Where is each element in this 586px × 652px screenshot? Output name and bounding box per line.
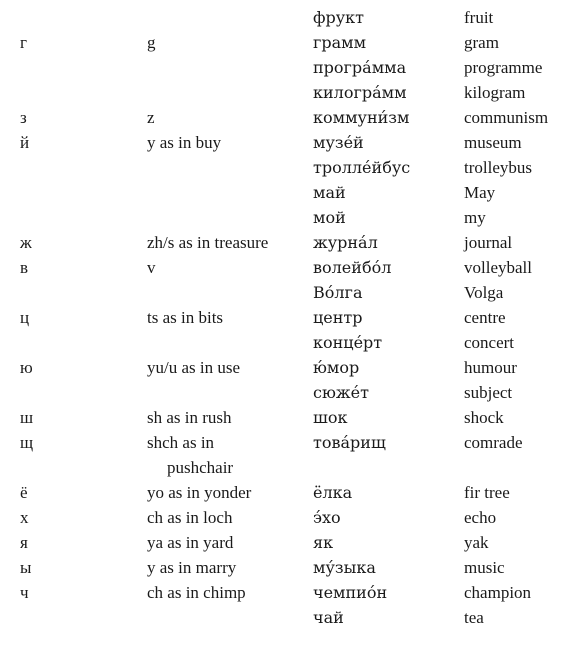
- translation: museum: [464, 133, 522, 152]
- table-row: [0, 83, 586, 108]
- sound-continuation: pushchair: [167, 458, 234, 477]
- russian-word: коммуни́зм: [313, 108, 410, 127]
- translation: shock: [464, 408, 504, 427]
- translation: journal: [464, 233, 513, 252]
- table-row: [0, 308, 586, 333]
- table-row: [0, 183, 586, 208]
- russian-word: шок: [313, 408, 348, 427]
- sound: yu/u as in use: [147, 358, 241, 377]
- table-row: [0, 508, 586, 533]
- table-row: [0, 433, 586, 458]
- letter: й: [20, 133, 30, 152]
- letter: ц: [20, 308, 30, 327]
- russian-word: тролле́йбус: [313, 158, 411, 177]
- russian-word: сюже́т: [313, 383, 369, 402]
- translation: Volga: [464, 283, 504, 302]
- table-row: [0, 108, 586, 133]
- russian-word: програ́мма: [313, 58, 407, 77]
- sound: y as in buy: [147, 133, 222, 152]
- table-row: [0, 158, 586, 183]
- sound: ts as in bits: [147, 308, 224, 327]
- table-row: [0, 258, 586, 283]
- russian-word: конце́рт: [313, 333, 383, 352]
- letter: в: [20, 258, 29, 277]
- translation: yak: [464, 533, 489, 552]
- russian-word: ю́мор: [313, 358, 360, 377]
- sound: v: [147, 258, 156, 277]
- letter: ы: [20, 558, 32, 577]
- translation: gram: [464, 33, 499, 52]
- translation: subject: [464, 383, 513, 402]
- table-row: [0, 383, 586, 408]
- letter: х: [20, 508, 29, 527]
- russian-word: чай: [313, 608, 344, 627]
- russian-word: як: [313, 533, 334, 552]
- translation: communism: [464, 108, 549, 127]
- table-row: [0, 8, 586, 33]
- russian-word: това́рищ: [313, 433, 386, 452]
- table-row: [0, 58, 586, 83]
- russian-word: чемпио́н: [313, 583, 388, 602]
- sound: yo as in yonder: [147, 483, 252, 502]
- table-row: [0, 33, 586, 58]
- translation: volleyball: [464, 258, 532, 277]
- letter: я: [20, 533, 28, 552]
- russian-word: журна́л: [313, 233, 378, 252]
- table-row: [0, 133, 586, 158]
- sound: shch as in: [147, 433, 215, 452]
- translation: my: [464, 208, 486, 227]
- sound: ch as in loch: [147, 508, 233, 527]
- russian-word: мой: [313, 208, 346, 227]
- russian-word: центр: [313, 308, 363, 327]
- translation: fir tree: [464, 483, 510, 502]
- letter: ж: [20, 233, 32, 252]
- translation: champion: [464, 583, 532, 602]
- sound: y as in marry: [147, 558, 237, 577]
- russian-word: ёлка: [313, 483, 353, 502]
- letter: ё: [20, 483, 28, 502]
- letter: ю: [20, 358, 33, 377]
- letter: з: [20, 108, 27, 127]
- translation: humour: [464, 358, 517, 377]
- table-row: [0, 333, 586, 358]
- letter: щ: [20, 433, 34, 452]
- table-row: [0, 533, 586, 558]
- table-row: [0, 283, 586, 308]
- translation: comrade: [464, 433, 523, 452]
- sound: zh/s as in treasure: [147, 233, 269, 252]
- table-row: [0, 233, 586, 258]
- letter: ш: [20, 408, 34, 427]
- translation: tea: [464, 608, 484, 627]
- translation: echo: [464, 508, 497, 527]
- sound: z: [147, 108, 155, 127]
- translation: May: [464, 183, 496, 202]
- translation: programme: [464, 58, 543, 77]
- table-row: [0, 558, 586, 583]
- sound: ya as in yard: [147, 533, 234, 552]
- sound: sh as in rush: [147, 408, 232, 427]
- sound: ch as in chimp: [147, 583, 246, 602]
- russian-word: май: [313, 183, 346, 202]
- translation: music: [464, 558, 505, 577]
- translation: trolleybus: [464, 158, 532, 177]
- table-row: [0, 583, 586, 608]
- translation: centre: [464, 308, 506, 327]
- translation: concert: [464, 333, 515, 352]
- russian-word: грамм: [313, 33, 367, 52]
- letter: г: [20, 33, 27, 52]
- translation: fruit: [464, 8, 494, 27]
- table-row: [0, 358, 586, 383]
- table-row: [0, 408, 586, 433]
- russian-word: музе́й: [313, 133, 364, 152]
- table-row: [0, 483, 586, 508]
- translation: kilogram: [464, 83, 526, 102]
- russian-word: му́зыка: [313, 558, 376, 577]
- russian-word: килогра́мм: [313, 83, 407, 102]
- table-row: [0, 208, 586, 233]
- russian-word: Во́лга: [313, 283, 363, 302]
- table-row: [0, 608, 586, 633]
- russian-word: волейбо́л: [313, 258, 392, 277]
- russian-word: э́хо: [313, 508, 341, 527]
- sound: g: [147, 33, 156, 52]
- russian-word: фрукт: [313, 8, 365, 27]
- letter: ч: [20, 583, 29, 602]
